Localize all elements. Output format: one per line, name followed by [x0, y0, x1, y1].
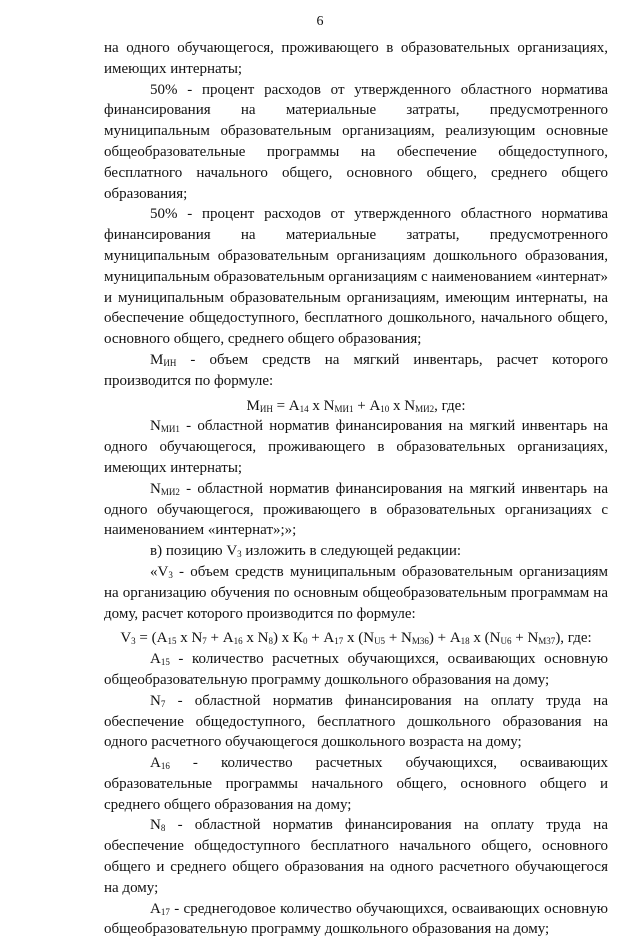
- subscript: 10: [380, 403, 390, 414]
- text-run: М: [150, 351, 164, 368]
- paragraph: [104, 753, 608, 815]
- text-run: = (А: [135, 630, 168, 647]
- text-run: - объем средств на мягкий инвентарь, расчет которого производится по формуле:: [104, 351, 608, 389]
- subscript: 15: [167, 636, 177, 647]
- paragraph: [104, 479, 608, 541]
- text-run: - среднегодовое количество обучающихся, осваивающих основную общеобразовательную программу дошкольного образования на дому;: [104, 900, 608, 938]
- text-run: х (N: [343, 630, 375, 647]
- text-run: ) + А: [428, 630, 461, 647]
- paragraph: [104, 815, 608, 898]
- text-run: + N: [511, 630, 539, 647]
- page-number: 6: [316, 14, 324, 29]
- subscript: МИ1: [160, 424, 180, 435]
- subscript: 0: [302, 636, 308, 647]
- text-run: 50% - процент расходов от утвержденного областного норматива финансирования на материальные затраты, предусмотренного муниципальным образовательным организациям, реализующим основные общеобразовательные программы на обеспечение общедоступного, бесплатного начального общего, основного общего, среднего общего образования;: [104, 81, 608, 202]
- subscript: 8: [160, 823, 166, 834]
- text-run: N: [150, 692, 161, 709]
- paragraph: [104, 541, 608, 562]
- text-run: V: [120, 630, 132, 647]
- text-run: 50% - процент расходов от утвержденного областного норматива финансирования на материальные затраты, предусмотренного муниципальным образовательным организациям дошкольного образования, муниципальным образовательным организациям с наименованием «интернат» и муниципальным образовательным организациям, имеющим интернаты, на обеспечение общедоступного, бесплатного дошкольного, начального общего, основного общего, среднего общего образования;: [104, 206, 608, 348]
- subscript: U6: [500, 636, 512, 647]
- text-run: на одного обучающегося, проживающего в образовательных организациях, имеющих интернаты;: [104, 40, 608, 77]
- text-run: N: [150, 418, 161, 435]
- text-run: А: [150, 900, 161, 917]
- text-run: ) х К: [272, 630, 303, 647]
- subscript: М37: [538, 636, 556, 647]
- paragraph: [104, 204, 608, 350]
- text-run: х N: [389, 397, 416, 414]
- paragraph: [104, 38, 608, 80]
- text-run: + А: [353, 397, 381, 414]
- text-run: - областной норматив финансирования на оплату труда на обеспечение общедоступного, бесплатного дошкольного образования на одного расчетного обучающегося дошкольного возраста на дому;: [104, 692, 608, 751]
- subscript: 8: [268, 636, 273, 647]
- subscript: 3: [168, 569, 173, 580]
- text-run: - количество расчетных обучающихся, осваивающих основную общеобразовательную программу дошкольного образования на дому;: [104, 651, 608, 688]
- text-run: N: [150, 480, 161, 497]
- subscript: 7: [160, 698, 166, 709]
- subscript: МИ2: [160, 486, 180, 497]
- text-run: «V: [150, 563, 169, 580]
- text-run: + N: [385, 630, 412, 647]
- paragraph: [104, 562, 608, 624]
- text-run: , где:: [434, 397, 466, 414]
- subscript: МИ1: [334, 403, 354, 414]
- paragraph: [104, 649, 608, 691]
- text-run: + А: [307, 630, 335, 647]
- text-run: изложить в следующей редакции:: [241, 543, 462, 560]
- text-run: х N: [308, 397, 335, 414]
- subscript: 3: [131, 636, 136, 647]
- formula: [104, 628, 608, 649]
- document-body: [104, 38, 608, 940]
- text-run: - количество расчетных обучающихся, осваивающих образовательные программы начального общего, основного общего и среднего общего образования на дому;: [104, 755, 608, 813]
- text-run: N: [150, 817, 161, 834]
- subscript: 16: [233, 636, 243, 647]
- subscript: 3: [237, 549, 242, 560]
- text-run: А: [150, 651, 161, 668]
- paragraph: [104, 80, 608, 205]
- text-run: - объем средств муниципальным образовательным организациям на организацию обучения по основным общеобразовательным программам на дому, расчет которого производится по формуле:: [104, 563, 608, 622]
- paragraph: [104, 350, 608, 392]
- subscript: 7: [202, 636, 207, 647]
- text-run: + А: [206, 630, 234, 647]
- text-run: х (N: [469, 630, 501, 647]
- subscript: МИ2: [415, 403, 435, 414]
- text-run: - областной норматив финансирования на мягкий инвентарь на одного обучающегося, проживающего в образовательных организациях, имеющих интернаты;: [104, 418, 608, 476]
- paragraph: [104, 416, 608, 478]
- subscript: 18: [460, 636, 470, 647]
- subscript: 15: [160, 657, 170, 668]
- subscript: 14: [299, 403, 309, 414]
- subscript: ИН: [163, 357, 177, 368]
- subscript: U5: [374, 636, 386, 647]
- text-run: х N: [176, 630, 203, 647]
- text-run: х N: [242, 630, 269, 647]
- text-run: - областной норматив финансирования на мягкий инвентарь на одного обучающегося, проживающего в образовательных организациях с наименованием «интернат»;»;: [104, 480, 608, 539]
- subscript: 17: [160, 906, 170, 917]
- text-run: = А: [272, 397, 300, 414]
- subscript: 17: [334, 636, 344, 647]
- paragraph: [104, 691, 608, 753]
- formula: [104, 396, 608, 417]
- text-run: в) позицию V: [150, 543, 238, 560]
- subscript: М36: [411, 636, 429, 647]
- text-run: - областной норматив финансирования на оплату труда на обеспечение общедоступного бесплатного начального общего, основного общего и среднего общего образования на одного расчетного обучающегося на дому;: [104, 817, 608, 896]
- text-run: ), где:: [555, 630, 592, 647]
- text-run: А: [150, 755, 161, 772]
- subscript: 16: [160, 761, 170, 772]
- subscript: ИН: [259, 403, 273, 414]
- text-run: М: [246, 397, 260, 414]
